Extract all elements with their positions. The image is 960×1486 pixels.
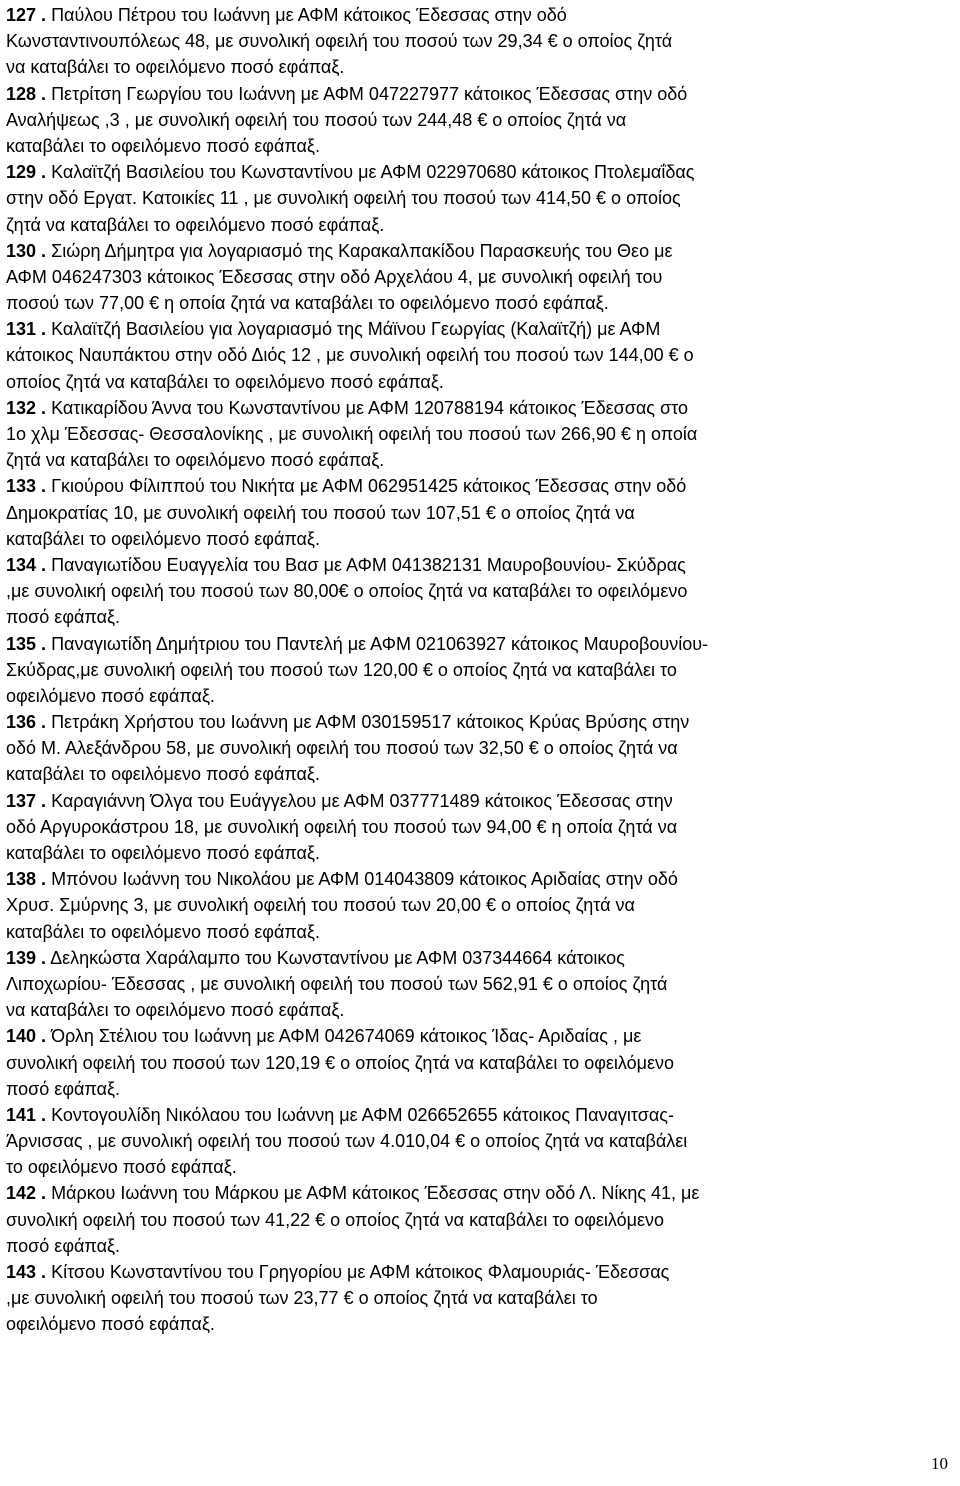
entry-line <box>6 1128 952 1154</box>
entry-text: Παύλου Πέτρου του Ιωάννη με ΑΦΜ κάτοικος Έδεσσας στην οδό <box>51 5 567 25</box>
entry-number: 132 . <box>6 397 47 418</box>
entry-line <box>6 421 952 447</box>
entry-first-line <box>6 1180 952 1206</box>
entry-first-line <box>6 709 952 735</box>
entry-text: το οφειλόμενο ποσό εφάπαξ. <box>6 1157 237 1178</box>
document-body <box>6 2 952 1338</box>
entry-text: Δημοκρατίας 10, με συνολική οφειλή του ποσού των 107,51 € ο οποίος ζητά να <box>6 502 635 523</box>
entry-line <box>6 28 952 54</box>
entry-text: ποσό εφάπαξ. <box>6 607 121 628</box>
entry-first-line <box>6 238 952 264</box>
entry-line <box>6 133 952 159</box>
entry-text: Όρλη Στέλιου του Ιωάννη με ΑΦΜ 042674069 κάτοικος Ίδας- Αριδαίας , με <box>51 1026 642 1047</box>
entry-line <box>6 290 952 316</box>
entry-text: Μάρκου Ιωάννη του Μάρκου με ΑΦΜ κάτοικος Έδεσσας στην οδό Λ. Νίκης 41, με <box>51 1183 700 1204</box>
entry-text: Καλαϊτζή Βασιλείου για λογαριασμό της Μάϊνου Γεωργίας (Καλαϊτζή) με ΑΦΜ <box>51 319 661 340</box>
entry-text: να καταβάλει το οφειλόμενο ποσό εφάπαξ. <box>6 1000 345 1021</box>
entry-line <box>6 840 952 866</box>
entry-text: καταβάλει το οφειλόμενο ποσό εφάπαξ. <box>6 528 320 549</box>
entry-line <box>6 526 952 552</box>
entry-text: οποίος ζητά να καταβάλει το οφειλόμενο ποσό εφάπαξ. <box>6 371 444 392</box>
entry-line <box>6 919 952 945</box>
entry-text: να καταβάλει το οφειλόμενο ποσό εφάπαξ. <box>6 57 345 78</box>
entry-line <box>6 892 952 918</box>
entry-text: καταβάλει το οφειλόμενο ποσό εφάπαξ. <box>6 921 320 942</box>
entry-line <box>6 54 952 80</box>
entry-text: Καραγιάννη Όλγα του Ευάγγελου με ΑΦΜ 037771489 κάτοικος Έδεσσας στην <box>51 790 673 811</box>
entry-text: ζητά να καταβάλει το οφειλόμενο ποσό εφάπαξ. <box>6 214 385 235</box>
entry-first-line <box>6 81 952 107</box>
entry-text: καταβάλει το οφειλόμενο ποσό εφάπαξ. <box>6 135 320 156</box>
entry-number: 130 . <box>6 240 47 261</box>
entry-text: Κωνσταντινουπόλεως 48, με συνολική οφειλή του ποσού των 29,34 € ο οποίος ζητά <box>6 31 673 52</box>
entry-first-line <box>6 395 952 421</box>
entry-text: Αναλήψεως ,3 , με συνολική οφειλή του ποσού των 244,48 € ο οποίος ζητά να <box>6 109 627 130</box>
entry-number: 137 . <box>6 790 47 811</box>
entry-first-line <box>6 2 952 28</box>
entry-text: Παναγιωτίδου Ευαγγελία του Βασ με ΑΦΜ 041382131 Μαυροβουνίου- Σκύδρας <box>51 554 686 575</box>
entry-line <box>6 1154 952 1180</box>
entry-number: 127 . <box>6 5 47 25</box>
entry-text: ,με συνολική οφειλή του ποσού των 80,00€ ο οποίος ζητά να καταβάλει το οφειλόμενο <box>6 581 688 602</box>
entry-text: οφειλόμενο ποσό εφάπαξ. <box>6 685 215 706</box>
entry-line <box>6 997 952 1023</box>
entry-text: ποσό εφάπαξ. <box>6 1235 121 1256</box>
entry-text: Άρνισσας , με συνολική οφειλή του ποσού των 4.010,04 € ο οποίος ζητά να καταβάλει <box>6 1131 688 1152</box>
entry-first-line <box>6 945 952 971</box>
entry-text: ζητά να καταβάλει το οφειλόμενο ποσό εφάπαξ. <box>6 450 385 471</box>
entry-first-line <box>6 866 952 892</box>
entry-first-line <box>6 1102 952 1128</box>
entry-text: Κοντογουλίδη Νικόλαου του Ιωάννη με ΑΦΜ 026652655 κάτοικος Παναγιτσας- <box>51 1104 674 1125</box>
entry-line <box>6 264 952 290</box>
entry-first-line <box>6 1023 952 1049</box>
entry-line <box>6 342 952 368</box>
entry-number: 133 . <box>6 476 47 497</box>
entry-first-line <box>6 788 952 814</box>
entry-first-line <box>6 316 952 342</box>
entry-line <box>6 1076 952 1102</box>
entry-text: οδό Αργυροκάστρου 18, με συνολική οφειλή του ποσού των 94,00 € η οποία ζητά να <box>6 816 678 837</box>
entry-text: καταβάλει το οφειλόμενο ποσό εφάπαξ. <box>6 843 320 863</box>
entry-number: 142 . <box>6 1183 47 1204</box>
entry-number: 131 . <box>6 319 47 340</box>
entry-number: 135 . <box>6 633 47 654</box>
entry-text: ,με συνολική οφειλή του ποσού των 23,77 € ο οποίος ζητά να καταβάλει το <box>6 1288 598 1309</box>
entry-number: 139 . <box>6 947 47 968</box>
entry-line <box>6 657 952 683</box>
entry-text: Σκύδρας,με συνολική οφειλή του ποσού των 120,00 € ο οποίος ζητά να καταβάλει το <box>6 659 677 680</box>
entry-text: συνολική οφειλή του ποσού των 120,19 € ο οποίος ζητά να καταβάλει το οφειλόμενο <box>6 1052 675 1073</box>
entry-text: Κατικαρίδου Άννα του Κωνσταντίνου με ΑΦΜ 120788194 κάτοικος Έδεσσας στο <box>51 397 688 418</box>
entry-first-line <box>6 1259 952 1285</box>
entry-line <box>6 1050 952 1076</box>
entry-line <box>6 578 952 604</box>
entry-line <box>6 971 952 997</box>
entry-text: Γκιούρου Φίλιππού του Νικήτα με ΑΦΜ 062951425 κάτοικος Έδεσσας στην οδό <box>51 476 687 497</box>
entry-number: 129 . <box>6 162 47 183</box>
entry-line <box>6 185 952 211</box>
entry-text: ΑΦΜ 046247303 κάτοικος Έδεσσας στην οδό Αρχελάου 4, με συνολική οφειλή του <box>6 266 663 287</box>
entry-line <box>6 500 952 526</box>
entry-text: Μπόνου Ιωάννη του Νικολάου με ΑΦΜ 014043809 κάτοικος Αριδαίας στην οδό <box>51 869 678 890</box>
entry-text: 1ο χλμ Έδεσσας- Θεσσαλονίκης , με συνολική οφειλή του ποσού των 266,90 € η οποία <box>6 424 698 444</box>
entry-line <box>6 1233 952 1259</box>
entry-text: κάτοικος Ναυπάκτου στην οδό Διός 12 , με συνολική οφειλή του ποσού των 144,00 € ο <box>6 345 694 366</box>
entry-line <box>6 1285 952 1311</box>
entry-text: ποσό εφάπαξ. <box>6 1078 121 1099</box>
entry-text: Λιποχωρίου- Έδεσσας , με συνολική οφειλή του ποσού των 562,91 € ο οποίος ζητά <box>6 973 668 994</box>
entry-first-line <box>6 631 952 657</box>
entry-text: Σιώρη Δήμητρα για λογαριασμό της Καρακαλπακίδου Παρασκευής του Θεο με <box>51 240 673 261</box>
entry-line <box>6 814 952 840</box>
entry-text: Χρυσ. Σμύρνης 3, με συνολική οφειλή του ποσού των 20,00 € ο οποίος ζητά να <box>6 895 635 916</box>
entry-text: Πετρίτση Γεωργίου του Ιωάννη με ΑΦΜ 047227977 κάτοικος Έδεσσας στην οδό <box>51 83 688 104</box>
entry-number: 143 . <box>6 1262 47 1282</box>
entry-number: 128 . <box>6 83 47 104</box>
entry-number: 136 . <box>6 712 47 733</box>
entry-first-line <box>6 473 952 499</box>
entry-number: 140 . <box>6 1026 47 1047</box>
entry-line <box>6 212 952 238</box>
entry-line <box>6 735 952 761</box>
entry-text: Πετράκη Χρήστου του Ιωάννη με ΑΦΜ 030159517 κάτοικος Κρύας Βρύσης στην <box>51 712 690 733</box>
entry-number: 134 . <box>6 554 47 575</box>
entry-line <box>6 1207 952 1233</box>
entry-text: οδό Μ. Αλεξάνδρου 58, με συνολική οφειλή του ποσού των 32,50 € ο οποίος ζητά να <box>6 738 678 759</box>
entry-text: καταβάλει το οφειλόμενο ποσό εφάπαξ. <box>6 764 320 785</box>
entry-text: οφειλόμενο ποσό εφάπαξ. <box>6 1314 215 1335</box>
entry-text: ποσού των 77,00 € η οποία ζητά να καταβάλει το οφειλόμενο ποσό εφάπαξ. <box>6 293 609 314</box>
page-number: 10 <box>931 1454 948 1473</box>
entry-line <box>6 369 952 395</box>
entry-line <box>6 683 952 709</box>
entry-line <box>6 447 952 473</box>
entry-text: Παναγιωτίδη Δημήτριου του Παντελή με ΑΦΜ 021063927 κάτοικος Μαυροβουνίου- <box>51 633 709 654</box>
entry-line <box>6 107 952 133</box>
entry-text: Δεληκώστα Χαράλαμπο του Κωνσταντίνου με ΑΦΜ 037344664 κάτοικος <box>50 947 625 968</box>
entry-first-line <box>6 552 952 578</box>
entry-text: στην οδό Εργατ. Κατοικίες 11 , με συνολική οφειλή του ποσού των 414,50 € ο οποίος <box>6 188 681 209</box>
entry-line <box>6 604 952 630</box>
entry-number: 141 . <box>6 1104 47 1125</box>
entry-text: Καλαϊτζή Βασιλείου του Κωνσταντίνου με ΑΦΜ 022970680 κάτοικος Πτολεμαΐδας <box>51 162 695 183</box>
entry-text: Κίτσου Κωνσταντίνου του Γρηγορίου με ΑΦΜ κάτοικος Φλαμουριάς- Έδεσσας <box>51 1262 670 1282</box>
entry-number: 138 . <box>6 869 47 890</box>
entry-line <box>6 761 952 787</box>
entry-text: συνολική οφειλή του ποσού των 41,22 € ο οποίος ζητά να καταβάλει το οφειλόμενο <box>6 1209 665 1230</box>
entry-line <box>6 1311 952 1337</box>
entry-first-line <box>6 159 952 185</box>
